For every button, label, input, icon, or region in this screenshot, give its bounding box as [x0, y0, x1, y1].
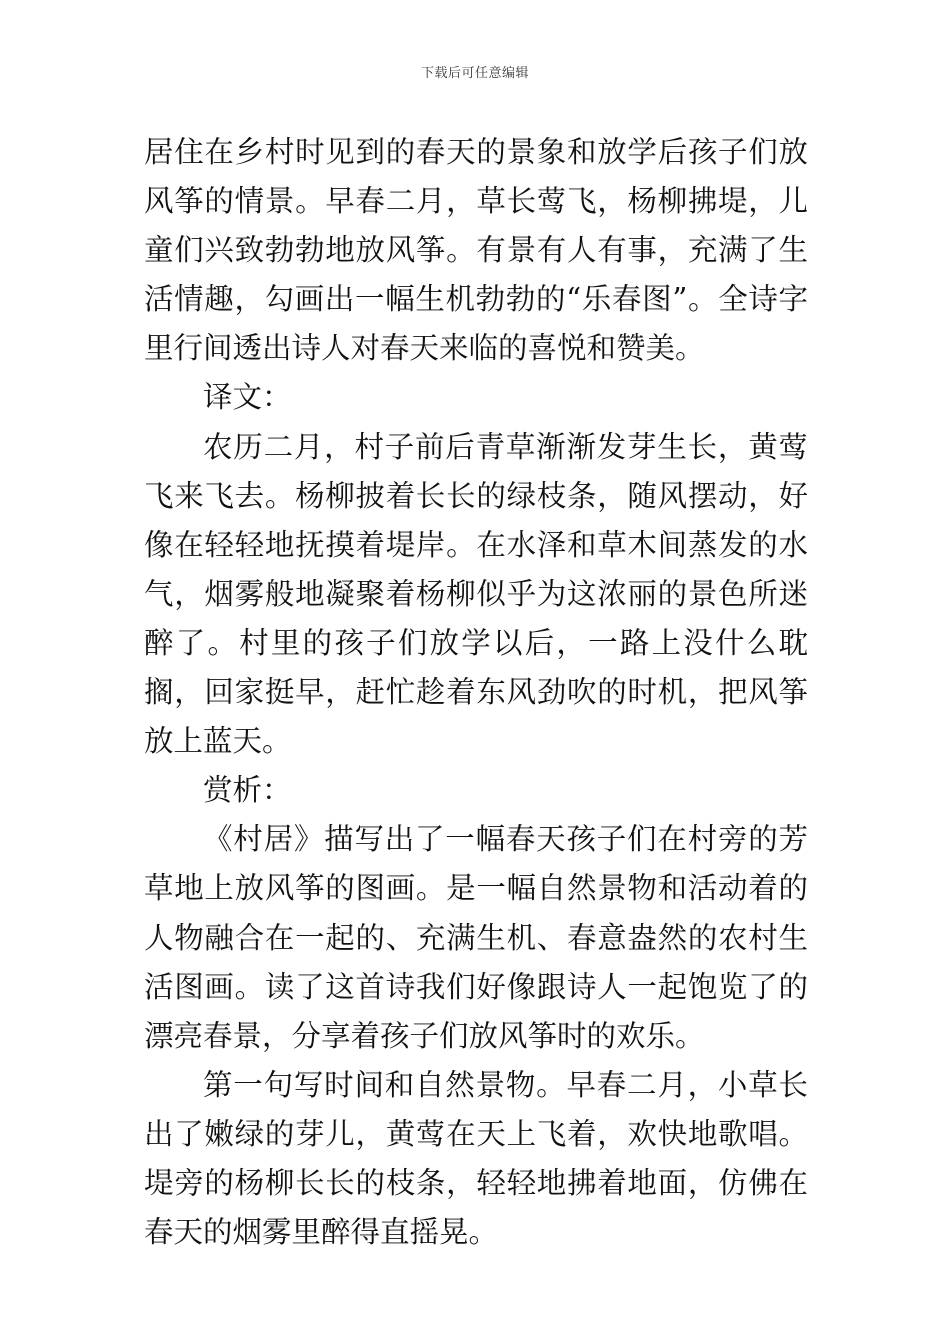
document-body	[144, 128, 808, 1257]
section-label-translation: 译文：	[203, 380, 292, 415]
paragraph-first-line-analysis: 第一句写时间和自然景物。早春二月，小草长出了嫩绿的芽儿，黄莺在天上飞着，欢快地歌唱。堤旁的杨柳长长的枝条，轻轻地拂着地面，仿佛在春天的烟雾里醉得直摇晃。	[144, 1067, 808, 1250]
paragraph-appreciation: 《村居》描写出了一幅春天孩子们在村旁的芳草地上放风筝的图画。是一幅自然景物和活动着的人物融合在一起的、充满生机、春意盎然的农村生活图画。读了这首诗我们好像跟诗人一起饱览了的漂亮春景，分享着孩子们放风筝时的欢乐。	[144, 822, 808, 1053]
paragraph-intro-continued: 居住在乡村时见到的春天的景象和放学后孩子们放风筝的情景。早春二月，草长莺飞，杨柳拂堤，儿童们兴致勃勃地放风筝。有景有人有事，充满了生活情趣，勾画出一幅生机勃勃的“乐春图”。全诗字里行间透出诗人对春天来临的喜悦和赞美。	[144, 135, 808, 366]
section-label-appreciation: 赏析：	[203, 773, 292, 808]
page-header: 下载后可任意编辑	[420, 66, 529, 81]
paragraph-translation: 农历二月，村子前后青草渐渐发芽生长，黄莺飞来飞去。杨柳披着长长的绿枝条，随风摆动，好像在轻轻地抚摸着堤岸。在水泽和草木间蒸发的水气，烟雾般地凝聚着杨柳似乎为这浓丽的景色所迷醉了。村里的孩子们放学以后，一路上没什么耽搁，回家挺早，赶忙趁着东风劲吹的时机，把风筝放上蓝天。	[144, 429, 808, 759]
